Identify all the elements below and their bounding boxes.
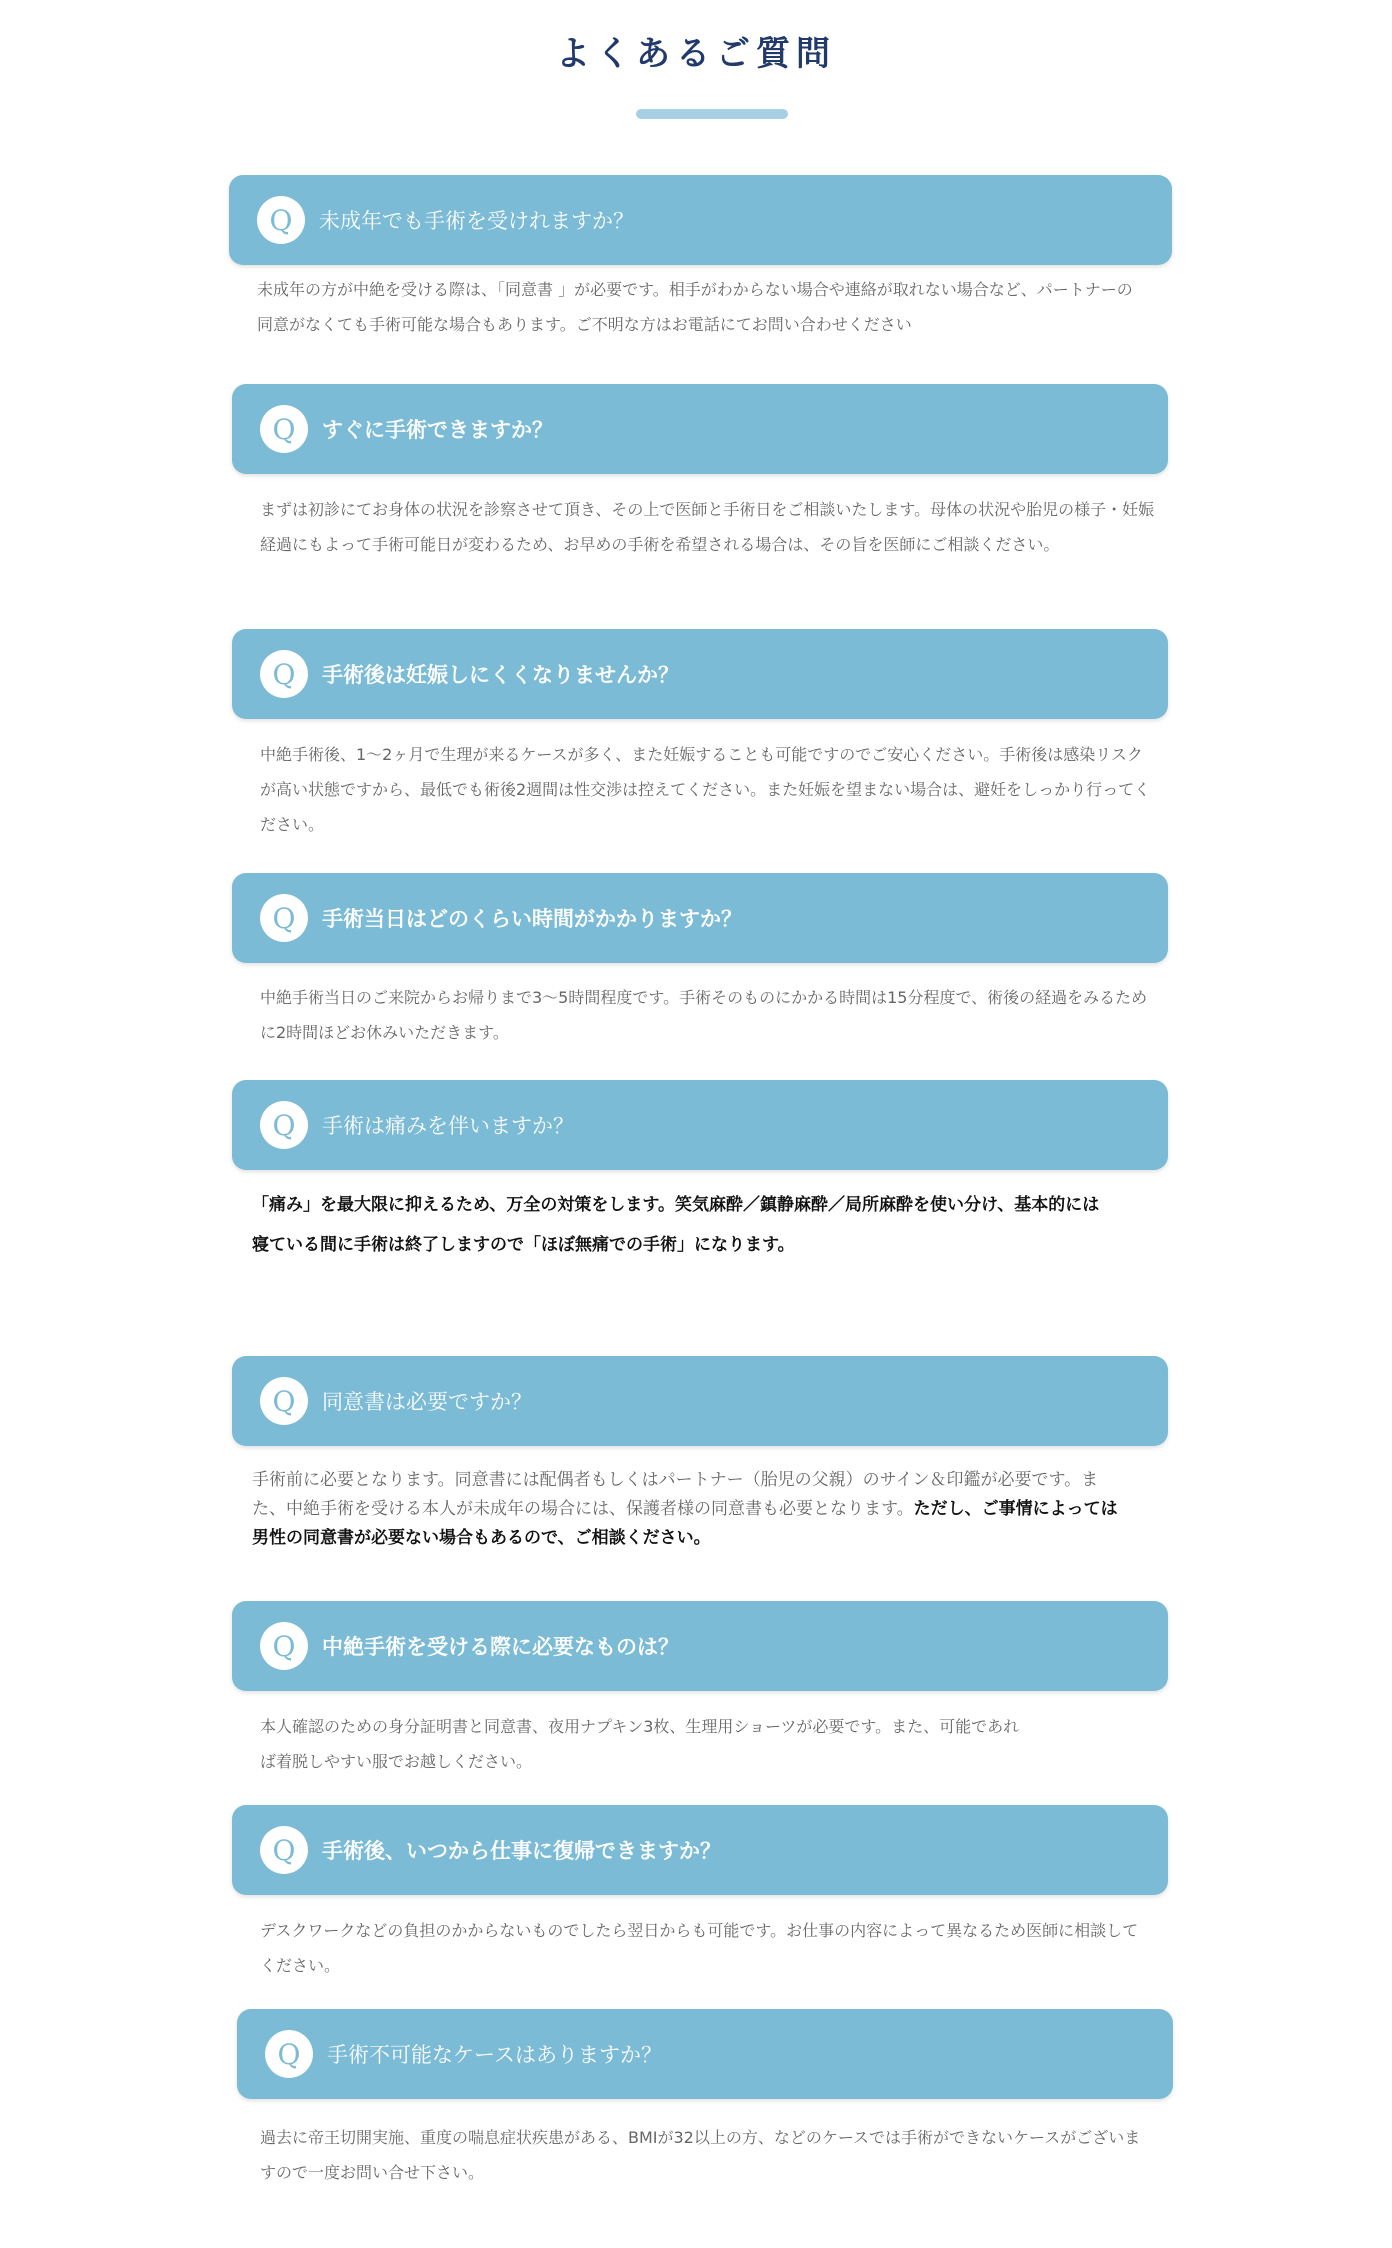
faq-question-1[interactable] [229, 175, 1172, 265]
page-title: よくあるご質問 [556, 34, 836, 74]
faq-answer-7: 本人確認のための身分証明書と同意書、夜用ナプキン3枚、生理用ショーツが必要です。また、可能であれば着脱しやすい服でお越しください。 [260, 1717, 1020, 1771]
faq-question-8[interactable] [232, 1805, 1168, 1895]
faq-question-text: 手術後、いつから仕事に復帰できますか？ [322, 1839, 721, 1863]
faq-question-text: 手術は痛みを伴いますか？ [322, 1114, 574, 1138]
faq-answer-2: まずは初診にてお身体の状況を診察させて頂き、その上で医師と手術日をご相談いたします。母体の状況や胎児の様子・妊娠経過にもよって手術可能日が変わるため、お早めの手術を希望される場合は、その旨を医師にご相談ください。 [260, 500, 1155, 554]
faq-question-7[interactable] [232, 1601, 1168, 1691]
faq-question-3[interactable] [232, 629, 1168, 719]
faq-answer-4: 中絶手術当日のご来院からお帰りまで3〜5時間程度です。手術そのものにかかる時間は15分程度で、術後の経過をみるために2時間ほどお休みいただきます。 [260, 988, 1148, 1042]
q-badge-icon: Q [265, 2030, 313, 2078]
faq-question-text: 手術後は妊娠しにくくなりませんか？ [322, 663, 679, 687]
faq-question-6[interactable] [232, 1356, 1168, 1446]
faq-answer-9: 過去に帝王切開実施、重度の喘息症状疾患がある、BMIが32以上の方、などのケースでは手術ができないケースがございますので一度お問い合せ下さい。 [260, 2128, 1141, 2182]
faq-answer-5: 「痛み」を最大限に抑えるため、万全の対策をします。笑気麻酔／鎮静麻酔／局所麻酔を使い分け、基本的には寝ている間に手術は終了しますので「ほぼ無痛での手術」になります。 [252, 1195, 1100, 1255]
q-badge-icon: Q [260, 650, 308, 698]
faq-question-text: すぐに手術できますか？ [322, 418, 553, 442]
faq-question-text: 未成年でも手術を受けれますか？ [319, 209, 634, 233]
q-badge-icon: Q [260, 1377, 308, 1425]
faq-answer-3: 中絶手術後、1〜2ヶ月で生理が来るケースが多く、また妊娠することも可能ですのでご安心ください。手術後は感染リスクが高い状態ですから、最低でも術後2週間は性交渉は控えてください。また妊娠を望まない場合は、避妊をしっかり行ってください。 [260, 745, 1151, 834]
faq-question-text: 中絶手術を受ける際に必要なものは？ [322, 1635, 679, 1659]
q-badge-icon: Q [260, 1622, 308, 1670]
faq-question-9[interactable] [237, 2009, 1173, 2099]
faq-question-4[interactable] [232, 873, 1168, 963]
faq-question-2[interactable] [232, 384, 1168, 474]
faq-question-text: 手術不可能なケースはありますか？ [327, 2043, 662, 2067]
q-badge-icon: Q [260, 894, 308, 942]
faq-answer-1: 未成年の方が中絶を受ける際は、「同意書 」が必要です。相手がわからない場合や連絡が取れない場合など、パートナーの同意がなくても手術可能な場合もあります。ご不明な方はお電話にてお問い合わせください [257, 280, 1133, 334]
faq-question-text: 手術当日はどのくらい時間がかかりますか？ [322, 907, 742, 931]
q-badge-icon: Q [260, 1826, 308, 1874]
faq-answer-emphasis: ただし、ご事情によっては男性の同意書が必要ない場合もあるので、ご相談ください。 [252, 1499, 1118, 1548]
faq-answer-6 [252, 1466, 1132, 1553]
q-badge-icon: Q [260, 405, 308, 453]
title-underline [636, 109, 788, 119]
faq-answer-text: 手術前に必要となります。同意書には配偶者もしくはパートナー（胎児の父親）のサイン＆印鑑が必要です。また、中絶手術を受ける本人が未成年の場合には、保護者様の同意書も必要となります。 [252, 1470, 1099, 1519]
faq-question-text: 同意書は必要ですか？ [322, 1390, 532, 1414]
q-badge-icon: Q [257, 196, 305, 244]
faq-answer-8: デスクワークなどの負担のかからないものでしたら翌日からも可能です。お仕事の内容によって異なるため医師に相談してください。 [260, 1921, 1139, 1975]
faq-question-5[interactable] [232, 1080, 1168, 1170]
q-badge-icon: Q [260, 1101, 308, 1149]
